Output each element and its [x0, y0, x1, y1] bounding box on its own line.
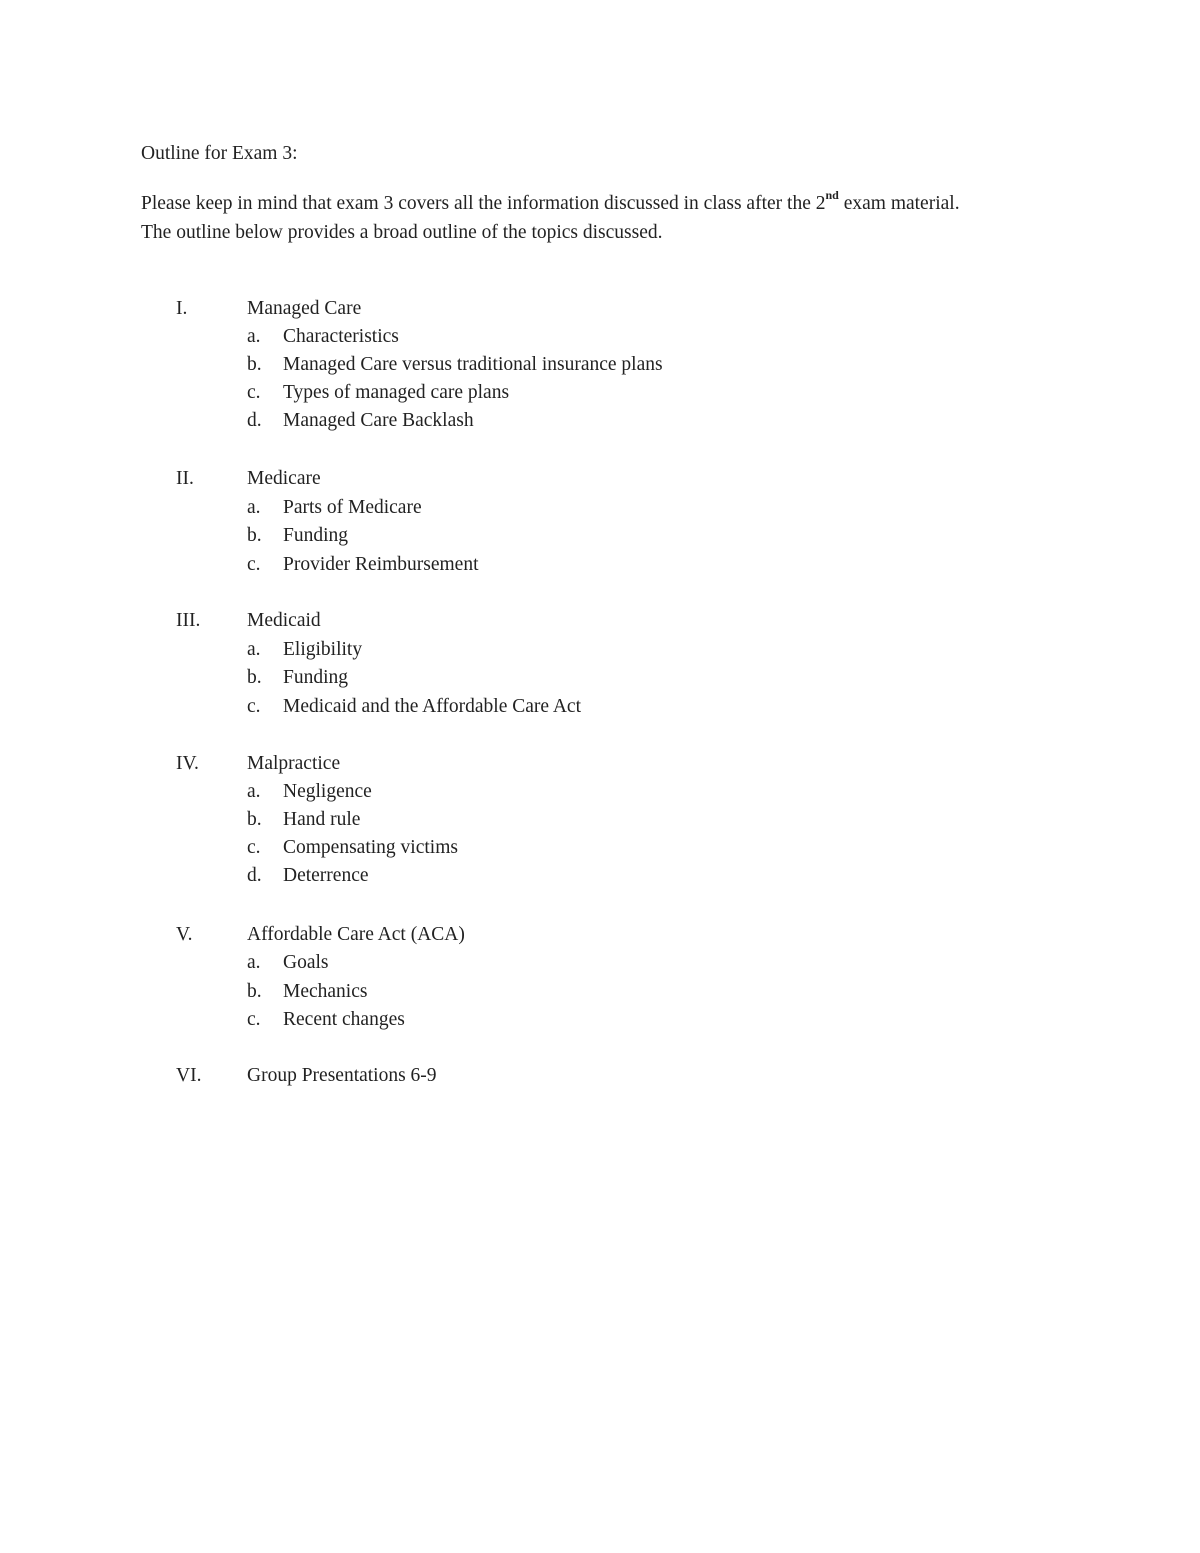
subitem-text: Goals [283, 952, 329, 973]
outline-subitem [0, 806, 1200, 834]
section-numeral: V. [176, 924, 193, 945]
subitem-text: Medicaid and the Affordable Care Act [283, 696, 581, 717]
subitem-letter: b. [247, 525, 262, 546]
subitem-letter: b. [247, 354, 262, 375]
section-numeral: II. [176, 468, 194, 489]
intro-line-1-end: exam material. [838, 193, 960, 214]
subitem-text: Managed Care versus traditional insurance plans [283, 354, 663, 375]
outline-subitem [0, 1006, 1200, 1034]
outline-subitem [0, 494, 1200, 522]
subitem-text: Negligence [283, 781, 372, 802]
outline-subitem [0, 664, 1200, 692]
page-title: Outline for Exam 3: [141, 143, 298, 164]
subitem-text: Managed Care Backlash [283, 410, 474, 431]
outline-subitem [0, 778, 1200, 806]
outline-subitem [0, 978, 1200, 1006]
section-numeral: IV. [176, 753, 199, 774]
section-heading: Affordable Care Act (ACA) [247, 924, 465, 945]
subitem-text: Characteristics [283, 326, 399, 347]
intro-line-2: The outline below provides a broad outline of the topics discussed. [141, 222, 663, 243]
outline-subitem [0, 379, 1200, 407]
subitem-text: Eligibility [283, 639, 363, 660]
subitem-text: Funding [283, 525, 349, 546]
subitem-letter: c. [247, 837, 261, 858]
outline-subitem [0, 407, 1200, 435]
outline-subitem [0, 636, 1200, 664]
section-numeral: I. [176, 298, 188, 319]
outline-subitem [0, 522, 1200, 550]
subitem-letter: a. [247, 326, 261, 347]
subitem-letter: b. [247, 809, 262, 830]
subitem-text: Recent changes [283, 1009, 405, 1030]
subitem-text: Hand rule [283, 809, 361, 830]
subitem-text: Types of managed care plans [283, 382, 510, 403]
subitem-text: Mechanics [283, 981, 368, 1002]
outline-subitem [0, 351, 1200, 379]
outline-subitem [0, 693, 1200, 721]
subitem-letter: c. [247, 382, 261, 403]
section-heading: Medicaid [247, 610, 321, 631]
subitem-letter: d. [247, 865, 262, 886]
subitem-text: Funding [283, 667, 349, 688]
subitem-letter: a. [247, 952, 261, 973]
section-heading: Malpractice [247, 753, 341, 774]
outline-subitem [0, 834, 1200, 862]
intro-line-1-start: Please keep in mind that exam 3 covers all the information discussed in class after the 2 [141, 193, 826, 214]
subitem-letter: a. [247, 781, 261, 802]
subitem-text: Parts of Medicare [283, 497, 422, 518]
subitem-letter: d. [247, 410, 262, 431]
section-numeral: III. [176, 610, 201, 631]
ordinal-suffix: nd [825, 187, 839, 202]
section-heading: Group Presentations 6-9 [247, 1065, 437, 1086]
section-numeral: VI. [176, 1065, 202, 1086]
section-heading: Managed Care [247, 298, 362, 319]
outline-subitem [0, 551, 1200, 579]
subitem-text: Provider Reimbursement [283, 554, 479, 575]
outline-subitem [0, 949, 1200, 977]
subitem-letter: b. [247, 981, 262, 1002]
section-heading: Medicare [247, 468, 321, 489]
outline-subitem [0, 862, 1200, 890]
subitem-text: Compensating victims [283, 837, 458, 858]
subitem-letter: c. [247, 1009, 261, 1030]
subitem-text: Deterrence [283, 865, 369, 886]
outline-subitem [0, 323, 1200, 351]
subitem-letter: c. [247, 696, 261, 717]
subitem-letter: b. [247, 667, 262, 688]
subitem-letter: a. [247, 497, 261, 518]
subitem-letter: c. [247, 554, 261, 575]
subitem-letter: a. [247, 639, 261, 660]
